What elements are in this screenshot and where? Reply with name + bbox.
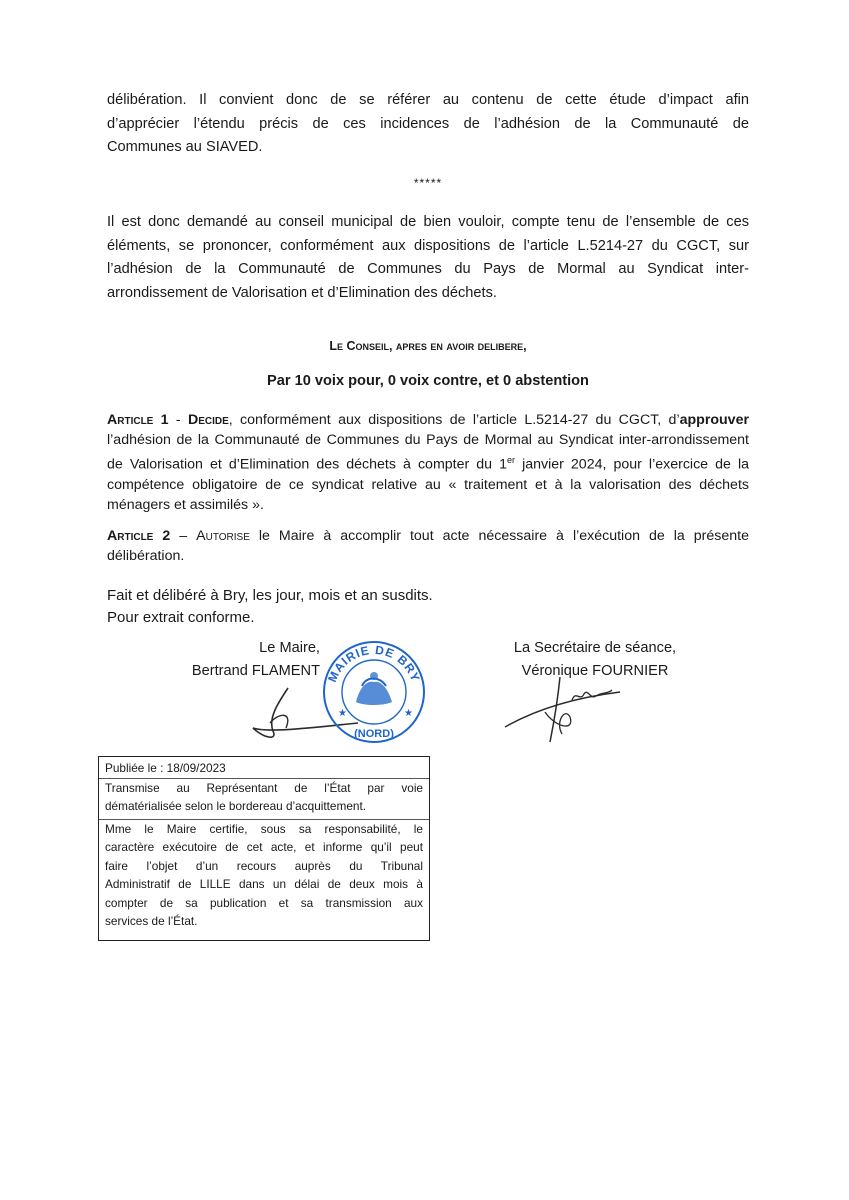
certification-line: caractère exécutoire de cet acte, et informe qu’il peut (105, 840, 423, 854)
transmission-line: Transmise au Représentant de l’État par voie (105, 780, 423, 795)
vote-line: Par 10 voix pour, 0 voix contre, et 0 abstention (267, 373, 589, 389)
article-2-label: Article 2 (107, 528, 171, 544)
mayor-name: Bertrand FLAMENT (191, 663, 320, 679)
certification-line: faire l’objet d’un recours auprès du Tribunal (105, 858, 423, 873)
svg-text:★: ★ (404, 708, 413, 719)
closing-line: Fait et délibéré à Bry, les jour, mois et an susdits. (107, 587, 433, 604)
secretary-signature (500, 672, 630, 747)
certification-line: Administratif de LILLE dans un délai de deux mois à (105, 877, 423, 891)
council-heading: Le Conseil, apres en avoir delibere, (329, 339, 527, 353)
certification-line: Mme le Maire certifie, sous sa responsabilité, le (105, 821, 423, 836)
article-2-verb: Autorise (196, 528, 250, 544)
transmission-line: dématérialisée selon le bordereau d’acquittement. (105, 799, 367, 813)
article-1-line: l’adhésion de la Communauté de Communes du Pays de Mormal au Syndicat inter-arrondissement (107, 432, 749, 448)
intro-line: d’apprécier l’étendu précis de ces incidences de l’adhésion de la Communauté de (107, 115, 749, 132)
certification-line: services de l’État. (105, 914, 198, 928)
stamp-bottom-text: (NORD) (354, 728, 394, 740)
request-line: éléments, se prononcer, conformément aux dispositions de l’article L.5214-27 du CGCT, sur (107, 237, 749, 254)
intro-line: Communes au SIAVED. (107, 139, 263, 155)
stamp-top-text: MAIRIE DE BRY (325, 642, 423, 685)
article-1-line: Article 1 - Decide, conformément aux dispositions de l’article L.5214-27 du CGCT, d’approuver (107, 412, 749, 428)
certification-line: compter de sa publication et sa transmission aux (105, 895, 423, 910)
article-1-verb: Decide (187, 412, 229, 428)
svg-text:★: ★ (338, 708, 347, 719)
intro-paragraph (107, 89, 749, 160)
request-line: Il est donc demandé au conseil municipal de bien vouloir, compte tenu de l’ensemble de ces (107, 214, 749, 230)
mayor-title: Le Maire, (259, 640, 320, 656)
article-1-line: compétence obligatoire de ce syndicat relative au « traitement et à la valorisation des déchets (107, 476, 749, 493)
published-date: Publiée le : 18/09/2023 (105, 761, 226, 775)
publication-box (98, 756, 430, 941)
closing-line: Pour extrait conforme. (107, 609, 255, 626)
request-line: l’adhésion de la Communauté de Communes du Pays de Mormal au Syndicat inter- (107, 261, 749, 277)
article-1-emphasis: approuver (679, 412, 749, 428)
mairie-stamp (318, 636, 430, 748)
article-1-label: Article 1 (107, 412, 169, 428)
article-2-line: délibération. (107, 548, 185, 564)
request-line: arrondissement de Valorisation et d’Elimination des déchets. (107, 284, 497, 301)
article-1-line: de Valorisation et d’Elimination des déchets à compter du 1er janvier 2024, pour l’exercice de la (107, 455, 749, 473)
request-paragraph (107, 211, 749, 305)
article-2 (107, 526, 749, 566)
intro-line: délibération. Il convient donc de se référer au contenu de cette étude d’impact afin (107, 92, 749, 108)
closing-block (107, 585, 433, 629)
secretary-title: La Secrétaire de séance, (513, 640, 677, 656)
secretary-name: Véronique FOURNIER (521, 663, 669, 679)
article-1 (107, 410, 749, 515)
section-separator: ***** (413, 176, 443, 190)
article-2-line: Article 2 – Autorise le Maire à accomplir tout acte nécessaire à l’exécution de la présente (107, 528, 750, 544)
article-1-line: ménagers et assimilés ». (107, 496, 264, 513)
mayor-block (150, 637, 320, 683)
